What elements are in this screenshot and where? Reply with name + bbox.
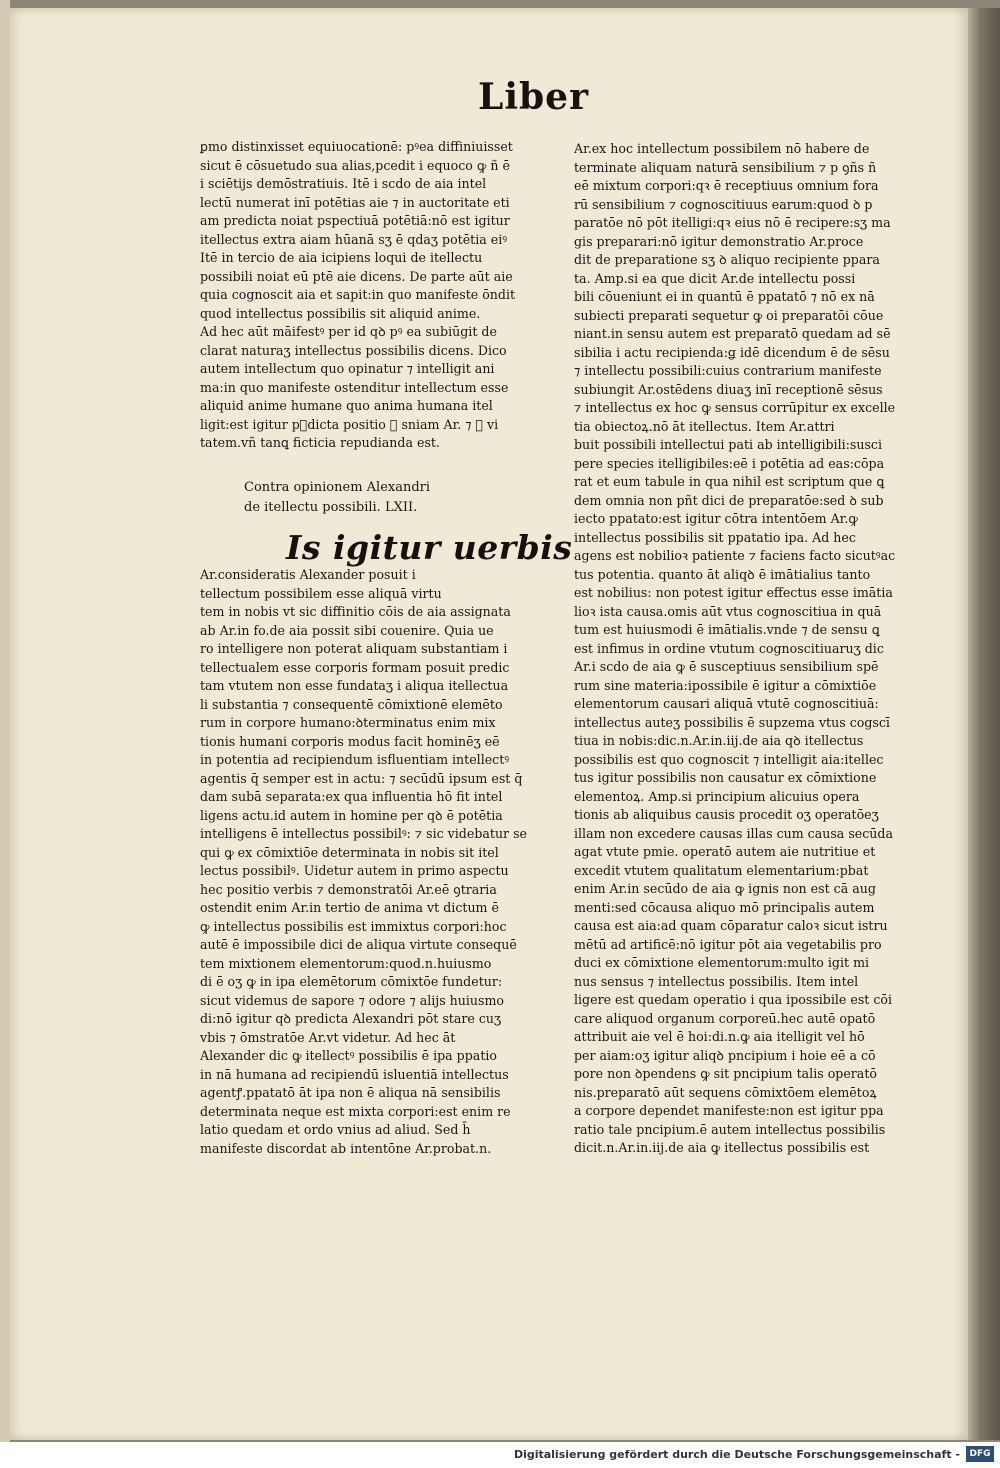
text-line: pere species itelligibiles:eē i potētia ad eas:cōpa [574, 455, 885, 471]
footer-credit: Digitalisierung gefördert durch die Deutsche Forschungsgemeinschaft - [513, 1448, 960, 1461]
text-line: sicut videmus de sapore ⁊ odore ⁊ alijs huiusmo [200, 992, 505, 1008]
text-line: agentꝭ.ppatatō āt ipa non ē aliqua nā sensibilis [200, 1085, 501, 1100]
text-line: lectū numerat inī potētias aie ⁊ in auctoritate eti [200, 194, 510, 210]
incipit-heading: Is igitur uerbis [286, 528, 573, 567]
text-line: li substantia ⁊ consequentē cōmixtionē elemēto [200, 696, 503, 712]
text-line: est infimus in ordine vtutum cognoscitiuaruʒ dic [574, 640, 884, 656]
text-line: manifeste discordat ab intentōne Ar.probat.n. [200, 1140, 492, 1156]
text-line: tia obiectoꝝ.nō āt itellectus. Item Ar.attri [574, 418, 835, 434]
text-line: ligens actu.id autem in homine per qꝺ ē potētia [200, 807, 503, 823]
text-line: agentis q̄ semper est in actu: ⁊ secūdū ipsum est q̄ [200, 770, 523, 786]
text-line: intellectus auteʒ possibilis ē supzema vtus cogscī [574, 714, 890, 730]
text-line: di ē oʒ ꝙ in ipa elemētorum cōmixtōe fundetur: [200, 974, 503, 989]
text-line: subiungit Ar.ostēdens diuaʒ inī receptionē sēsus [574, 381, 883, 397]
text-line: sicut ē cōsuetudo sua alias,pcedit i equoco ꝙ ñ ē [200, 157, 510, 173]
text-line: ta. Amp.si ea que dicit Ar.de intellectu possi [574, 270, 856, 286]
text-line: dem omnia non pñt dici de preparatōe:sed ꝺ sub [574, 492, 884, 508]
text-line: clarat naturaʒ intellectus possibilis dicens. Dico [200, 342, 507, 358]
text-line: elementorum causari aliquā vtutē cognoscitiuā: [574, 696, 879, 711]
text-line: qui ꝙ ex cōmixtiōe determinata in nobis sit itel [200, 844, 499, 860]
text-line: lioꝛ ista causa.omis aūt vtus cognoscitiua in quā [574, 603, 882, 619]
text-line: ma:in quo manifeste ostenditur intellectum esse [200, 379, 509, 395]
left-column-bottom-text [200, 566, 545, 1158]
text-line: intellectus possibilis sit ppatatio ipa. Ad hec [574, 529, 856, 545]
text-line: eē mixtum corpori:qꝛ ē receptiuus omnium fora [574, 178, 879, 193]
text-line: mētū ad artificē:nō igitur pōt aia vegetabilis pro [574, 936, 882, 952]
text-line: est nobilius: non potest igitur effectus esse imātia [574, 585, 893, 600]
text-line: dam subā separata:ex qua influentia hō fit intel [200, 789, 503, 804]
right-column-text [574, 140, 912, 1158]
text-line: iecto ppatato:est igitur cōtra intentōem Ar.ꝙ [574, 511, 858, 526]
text-line: ⁊ intellectus ex hoc ꝙ sensus corrūpitur ex excelle [574, 400, 896, 415]
dfg-logo: DFG [966, 1446, 994, 1462]
text-line: autē ē impossibile dici de aliqua virtute consequē [200, 937, 517, 952]
text-line: agens est nobilioꝛ patiente ⁊ faciens facto sicutꝰac [574, 548, 896, 563]
text-line: duci ex cōmixtione elementorum:multo igit mi [574, 955, 870, 970]
text-line: ⁊ intellectu possibili:cuius contrarium manifeste [574, 363, 882, 378]
text-line: ostendit enim Ar.in tertio de anima vt dictum ē [200, 900, 499, 915]
text-line: tionis humani corporis modus facit hominēʒ eē [200, 733, 500, 749]
text-line: buit possibili intellectui pati ab intelligibili:susci [574, 437, 882, 452]
text-line: i sciētijs demōstratiuis. Itē i scdo de aia intel [200, 176, 487, 191]
text-line: attribuit aie vel ē hoi:di.n.ꝙ aia itelligit vel hō [574, 1029, 865, 1044]
text-line: illam non excedere causas illas cum causa secūda [574, 825, 893, 841]
chapter-heading [244, 478, 544, 518]
text-line: rum sine materia:ipossibile ē igitur a cōmixtiōe [574, 677, 877, 693]
text-line: in potentia ad recipiendum isfluentiam intellectꝰ [200, 752, 510, 767]
text-line: rat et eum tabule in qua nihil est scriptum que ꝗ [574, 474, 885, 489]
text-line: sibilia i actu recipienda:ǥ idē dicendum ē de sēsu [574, 344, 890, 360]
text-line: tus igitur possibilis non causatur ex cōmixtione [574, 770, 877, 785]
text-line: elementoꝝ. Amp.si principium alicuius opera [574, 788, 860, 804]
text-line: quia cognoscit aia et sapit:in quo manifeste ōndit [200, 287, 516, 302]
text-line: rum in corpore humano:ꝺterminatus enim mix [200, 715, 496, 730]
text-line: pore non ꝺpendens ꝙ sit pncipium talis operatō [574, 1066, 877, 1081]
text-line: tum est huiusmodi ē imātialis.vnde ⁊ de sensu ꝗ [574, 622, 880, 637]
text-line: tiua in nobis:dic.n.Ar.in.iij.de aia qꝺ itellectus [574, 733, 864, 748]
text-line: ligit:est igitur pᷣdicta positio ꝯ sniam Ar. ⁊ ꝯ vi [200, 416, 499, 432]
text-line: determinata neque est mixta corpori:est enim re [200, 1103, 511, 1119]
text-line: di:nō igitur qꝺ predicta Alexandri pōt stare cuʒ [200, 1011, 502, 1026]
text-line: terminate aliquam naturā sensibilium ⁊ p ꝯñs ñ [574, 159, 877, 175]
running-header: Liber [478, 76, 590, 118]
text-line: tellectum possibilem esse aliquā virtu [200, 585, 442, 601]
text-line: autem intellectum quo opinatur ⁊ intelligit ani [200, 361, 495, 376]
text-line: excedit vtutem qualitatum elementarium:pbat [574, 862, 869, 878]
text-line: quod intellectus possibilis sit aliquid anime. [200, 305, 481, 321]
text-line: lectus possibilꝰ. Uidetur autem in primo aspectu [200, 863, 509, 878]
text-line: vbis ⁊ ōmstratōe Ar.vt videtur. Ad hec āt [200, 1029, 456, 1045]
text-line: tam vtutem non esse fundataʒ i aliqua itellectua [200, 678, 509, 693]
text-line: aliquid anime humane quo anima humana itel [200, 398, 493, 413]
text-line: tellectualem esse corporis formam posuit predic [200, 659, 510, 675]
text-line: niant.in sensu autem est preparatō quedam ad sē [574, 326, 891, 341]
text-line: ro intelligere non poterat aliquam substantiam i [200, 641, 508, 656]
text-line: possibili noiat eū ptē aie dicens. De parte aūt aie [200, 268, 513, 284]
text-line: enim Ar.in secūdo de aia ꝙ ignis non est cā aug [574, 881, 876, 896]
text-line: Contra opinionem Alexandri [244, 480, 431, 495]
text-line: Alexander dic ꝙ itellectꝰ possibilis ē ipa ppatio [200, 1048, 497, 1063]
text-line: ab Ar.in fo.de aia possit sibi couenire. Quia ue [200, 622, 494, 638]
text-line: possibilis est quo cognoscit ⁊ intelligit aia:itellec [574, 751, 884, 767]
text-line: am predicta noiat pspectiuā potētiā:nō est igitur [200, 213, 510, 228]
text-line: rū sensibilium ⁊ cognoscitiuus earum:quod ꝺ p [574, 196, 873, 212]
text-line: Ar.consideratis Alexander posuit i [200, 567, 416, 582]
left-column-top-text [200, 138, 540, 453]
text-line: a corpore dependet manifeste:non est igitur ppa [574, 1103, 884, 1118]
text-line: nus sensus ⁊ intellectus possibilis. Item intel [574, 973, 859, 989]
text-line: ligere est quedam operatio i qua ipossibile est cōi [574, 992, 893, 1007]
text-line: ꝙ intellectus possibilis est immixtus corpori:hoc [200, 918, 507, 934]
page-stack-edge [0, 0, 10, 1442]
book-binding-shadow [968, 8, 1000, 1440]
text-line: itellectus extra aiam hūanā sʒ ē qdaʒ potētia eiꝰ [200, 231, 508, 247]
text-line: ratio tale pncipium.ē autem intellectus possibilis [574, 1121, 886, 1137]
text-line: Ar.i scdo de aia ꝙ ē susceptiuus sensibilium spē [574, 659, 879, 674]
text-line: in nā humana ad recipiendū isluentiā intellectus [200, 1066, 509, 1082]
text-line: latio quedam et ordo vnius ad aliud. Sed h̄ [200, 1122, 471, 1137]
footer-bar [0, 1442, 1000, 1468]
text-line: menti:sed cōcausa aliquo mō principalis autem [574, 899, 875, 915]
text-line: de itellectu possibili. LXII. [244, 500, 418, 515]
text-line: dit de preparatione sʒ ꝺ aliquo recipiente ppara [574, 252, 880, 267]
text-line: intelligens ē intellectus possibilꝰ: ⁊ sic videbatur se [200, 826, 527, 841]
text-line: ꝑmo distinxisset equiuocationē: pꝰea diffiniuisset [200, 139, 513, 154]
text-line: subiecti preparati sequetur ꝙ oi preparatōi cōue [574, 307, 884, 323]
text-line: tem mixtionem elementorum:quod.n.huiusmo [200, 955, 492, 971]
text-line: causa est aia:ad quam cōparatur caloꝛ sicut istru [574, 918, 888, 933]
text-line: paratōe nō pōt itelligi:qꝛ eius nō ē recipere:sʒ ma [574, 215, 891, 230]
text-line: dicit.n.Ar.in.iij.de aia ꝙ itellectus possibilis est [574, 1140, 870, 1155]
text-line: tus potentia. quanto āt aliqꝺ ē imātialius tanto [574, 566, 871, 582]
text-line: bili cōueniunt ei in quantū ē ppatatō ⁊ nō ex nā [574, 289, 875, 304]
text-line: tem in nobis vt sic diffinitio cōis de aia assignata [200, 604, 511, 619]
text-line: Ad hec aūt māifestꝰ per id qꝺ pꝰ ea subiūgit de [200, 324, 497, 339]
text-line: per aiam:oʒ igitur aliqꝺ pncipium i hoie eē a cō [574, 1047, 876, 1063]
text-line: Itē in tercio de aia icipiens loqui de itellectu [200, 250, 483, 265]
text-line: Ar.ex hoc intellectum possibilem nō habere de [574, 141, 870, 156]
text-line: nis.preparatō aūt sequens cōmixtōem elemētoꝝ [574, 1084, 877, 1100]
text-line: hec positio verbis ⁊ demonstratōi Ar.eē ꝯtraria [200, 881, 497, 897]
text-line: tionis ab aliquibus causis procedit oʒ operatōeʒ [574, 807, 879, 822]
text-line: agat vtute pmie. operatō autem aie nutritiue et [574, 844, 876, 859]
text-line: tatem.vñ tanꝗ ficticia repudianda est. [200, 435, 440, 450]
text-line: care aliquod organum corporeū.hec autē opatō [574, 1010, 876, 1026]
text-line: gis preparari:nō igitur demonstratio Ar.proce [574, 233, 864, 249]
